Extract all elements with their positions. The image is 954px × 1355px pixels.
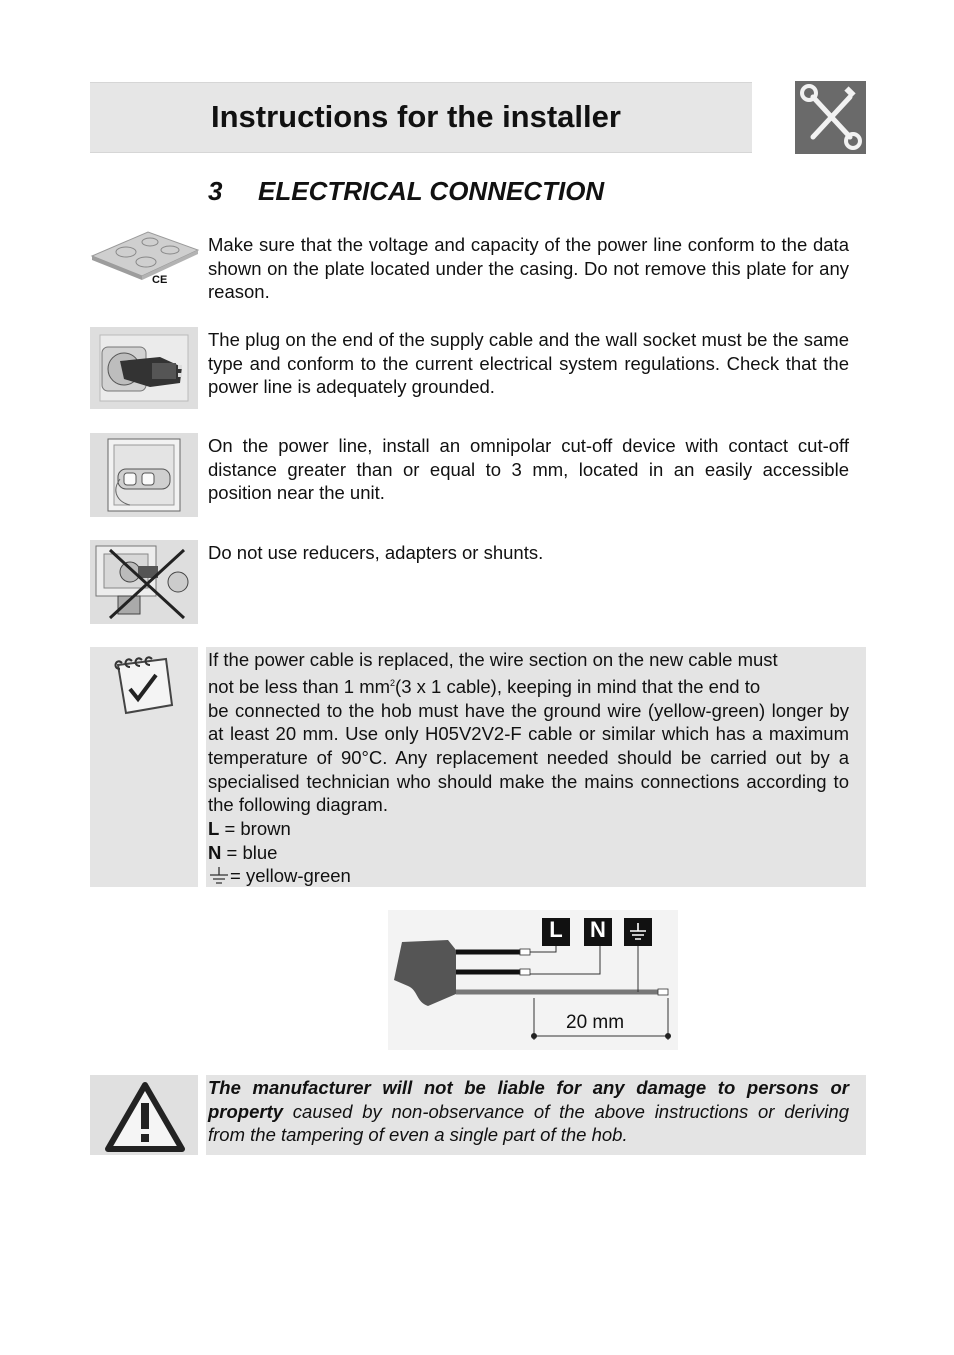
warning-icon-box	[90, 1075, 198, 1155]
no-adapters-icon	[90, 540, 198, 624]
section-title: ELECTRICAL CONNECTION	[258, 176, 605, 206]
cable-sheath	[394, 940, 456, 1006]
cable-note-text	[208, 648, 849, 888]
wiring-diagram	[388, 910, 678, 1050]
legend-brown	[208, 817, 849, 841]
superscript-2: 2	[390, 677, 396, 688]
ce-mark: CE	[152, 274, 168, 286]
diagram-measure: 20 mm	[566, 1012, 625, 1033]
paragraph-plug: The plug on the end of the supply cable and the wall socket must be the same type and conform to the current electrical system regulations. Check that the power line is adequately grounded.	[208, 329, 849, 398]
cable-note-line2a: not be less than 1 mm	[208, 675, 391, 697]
omnipolar-switch-icon	[90, 433, 198, 517]
legend-value-blue: = blue	[221, 841, 278, 863]
paragraph-omnipolar: On the power line, install an omnipolar cut-off device with contact cut-off distance greater than or equal to 3 mm, located in an easily accessible position near the unit.	[208, 435, 849, 504]
cable-note-line2b: (3 x 1 cable), keeping in mind that the end to	[395, 675, 761, 697]
section-number: 3	[208, 176, 223, 206]
cable-note-line2	[208, 672, 849, 699]
plug-socket-icon	[90, 327, 198, 409]
warning-icon	[102, 1079, 188, 1158]
legend-key-n: N	[208, 841, 222, 863]
paragraph-voltage: Make sure that the voltage and capacity of the power line conform to the data shown on the plate located under the casing. Do not remove this plate for any reason.	[208, 234, 849, 303]
legend-value-yellow-green: = yellow-green	[230, 865, 351, 887]
notepad-check-icon	[108, 655, 178, 724]
legend-key-l: L	[208, 818, 220, 840]
hob-ce-plate-icon	[90, 228, 200, 292]
legend-value-brown: = brown	[219, 818, 291, 840]
wrench-screwdriver-icon	[795, 81, 866, 154]
notepad-panel	[90, 647, 198, 887]
earth-symbol-icon	[208, 865, 230, 886]
warning-rest: caused by non-observance of the above instructions or deriving from the tampering of even a single part of the hob.	[208, 1100, 849, 1146]
section-heading	[208, 176, 604, 207]
page-title: Instructions for the installer	[211, 99, 621, 134]
cable-note-body: be connected to the hob must have the ground wire (yellow-green) longer by at least 20 mm. Use only H05V2V2-F cable or similar which has a maximum temperature of 90°C. Any replacement needed should be carried out by a specialised technician who should make the mains connections according to the following diagram.	[208, 699, 849, 816]
diagram-label-l: L	[549, 917, 563, 942]
legend-blue	[208, 841, 849, 865]
warning-text	[208, 1076, 849, 1147]
legend-yellow-green	[208, 864, 849, 888]
cable-note-line1: If the power cable is replaced, the wire section on the new cable must	[208, 649, 778, 670]
diagram-label-n: N	[590, 917, 606, 942]
paragraph-no-adapters: Do not use reducers, adapters or shunts.	[208, 542, 544, 563]
warning-bold: The manufacturer will not be liable for any damage to persons or property	[208, 1077, 849, 1122]
